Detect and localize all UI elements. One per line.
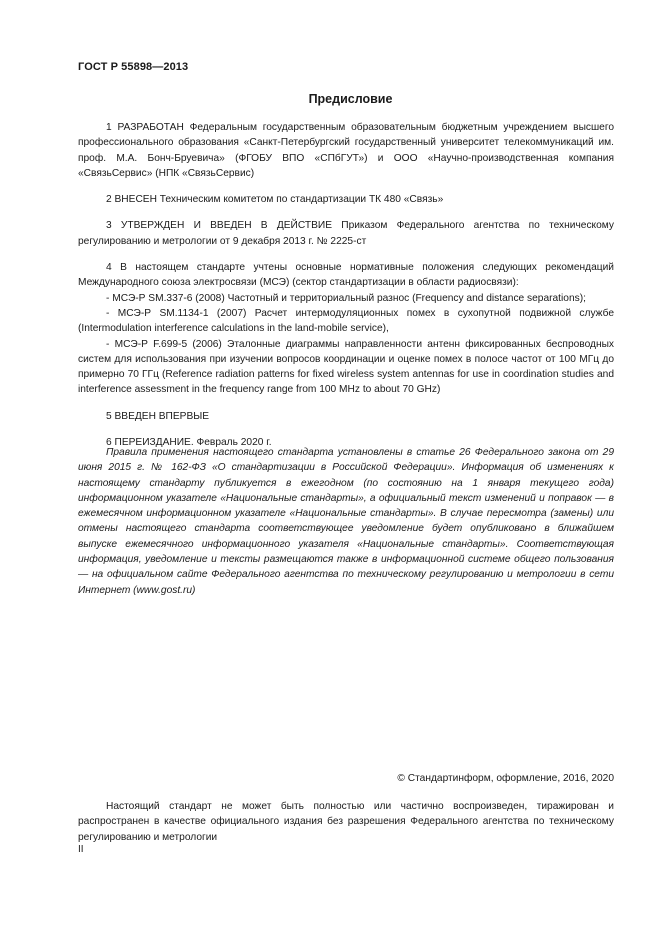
preface-item-2: 2 ВНЕСЕН Техническим комитетом по стандартизации ТК 480 «Связь» bbox=[106, 194, 444, 206]
official-notice: Правила применения настоящего стандарта установлены в статье 26 Федерального закона от 29 июня 2015 г. № 162-ФЗ «О стандартизации в Российской Федерации». Информация об изменениях к настоящему стандарту публикуется в ежегодном (по состоянию на 1 января текущего года) информационном указателе «Национальные стандарты», а официальный текст изменений и поправок — в ежемесячном информационном указателе «Национальные стандарты». В случае пересмотра (замены) или отмены настоящего стандарта соответствующее уведомление будет опубликовано в ближайшем выпуске ежемесячного информационного указателя «Национальные стандарты». Соответствующая информация, уведомление и тексты размещаются также в информационной системе общего пользования — на официальном сайте Федерального агентства по техническому регулированию и метрологии в сети Интернет (www.gost.ru) bbox=[78, 447, 614, 596]
document-code: ГОСТ Р 55898—2013 bbox=[78, 61, 189, 73]
preface-item-5: 5 ВВЕДЕН ВПЕРВЫЕ bbox=[106, 410, 210, 422]
recommendation-f699: - МСЭ-Р F.699-5 (2006) Эталонные диаграммы направленности антенн фиксированных беспроводных систем для использования при изучении вопросов координации и оценке помех в полосе частот от 100 МГц до примерно 70 ГГц (Reference radiation patterns for fixed wireless system antennas for use in coordination studies and interference assessment in the frequency range from 100 MHz to about 70 GHz) bbox=[78, 338, 614, 396]
preface-title: Предисловие bbox=[308, 92, 393, 106]
recommendation-sm1134: - МСЭ-Р SM.1134-1 (2007) Расчет интермодуляционных помех в сухопутной подвижной службе (Intermodulation interference calculations in the land-mobile service), bbox=[78, 307, 614, 335]
preface-body bbox=[78, 120, 614, 450]
recommendation-sm337: - МСЭ-Р SM.337-6 (2008) Частотный и территориальный разнос (Frequency and distance separations); bbox=[106, 292, 586, 304]
page-number: II bbox=[78, 844, 84, 855]
reproduction-notice: Настоящий стандарт не может быть полностью или частично воспроизведен, тиражирован и распространен в качестве официального издания без разрешения Федерального агентства по техническому регулированию и метрологии bbox=[78, 801, 614, 843]
preface-item-3: 3 УТВЕРЖДЕН И ВВЕДЕН В ДЕЙСТВИЕ Приказом Федерального агентства по техническому регулированию и метрологии от 9 декабря 2013 г. № 2225-ст bbox=[78, 220, 614, 247]
preface-item-1: 1 РАЗРАБОТАН Федеральным государственным образовательным бюджетным учреждением высшего профессионального образования «Санкт-Петербургский государственный университет телекоммуникаций им. проф. М.А. Бонч-Бруевича» (ФГОБУ ВПО «СПбГУТ») и ООО «Научно-производственная компания «СвязьСервис» (НПК «СвязьСервис) bbox=[78, 122, 614, 179]
preface-item-6: 6 ПЕРЕИЗДАНИЕ. Февраль 2020 г. bbox=[106, 437, 272, 449]
preface-item-4-intro: 4 В настоящем стандарте учтены основные нормативные положения следующих рекомендаций Международного союза электросвязи (МСЭ) (сектор стандартизации в области радиосвязи): bbox=[78, 262, 614, 289]
copyright-line: © Стандартинформ, оформление, 2016, 2020 bbox=[397, 773, 614, 784]
